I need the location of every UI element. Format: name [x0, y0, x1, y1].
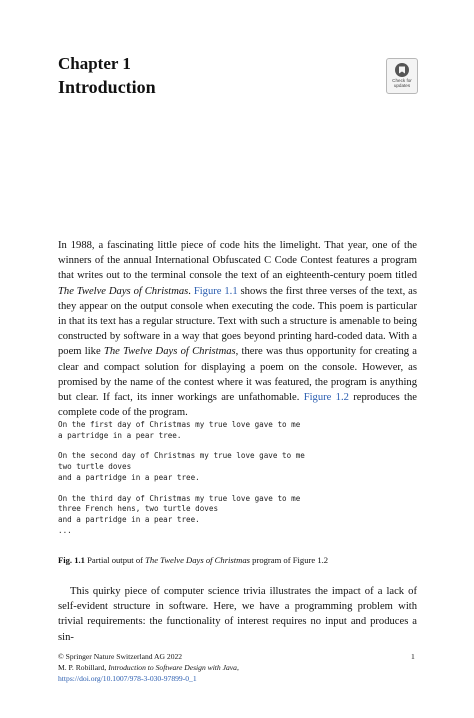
body-paragraph-1: In 1988, a fascinating little piece of code hits the limelight. That year, one of the winners of the annual International Obfuscated C Code Contest features a program that writes out to the terminal console the text of an eighteenth-century poem titled The Twelve Days of Christmas. Figure 1.1 shows the first three verses of the text, as they appear on the output console when executing the code. This poem is particular in that its text has a regular structure. Text with such a structure is amenable to being constructed by software in a way that goes beyond printing hard-coded data. With a poem like The Twelve Days of Christmas, there was thus opportunity for creating a clear and compact solution for displaying a poem on the console. However, as promised by the name of the contest where it was featured, the program is anything but clear. If fact, its inner workings are unfathomable. Figure 1.2 reproduces the complete code of the program. — [58, 240, 417, 419]
poem-title: The Twelve Days of Christmas — [103, 346, 236, 358]
verse-1 — [58, 420, 438, 441]
code-line: On the second day of Christmas my true love gave to me — [58, 451, 305, 461]
copyright-line: © Springer Nature Switzerland AG 2022 — [58, 652, 183, 661]
check-for-updates-badge[interactable] — [386, 58, 418, 94]
code-line: three French hens, two turtle doves — [58, 504, 219, 514]
badge-text-line1: Check for — [392, 78, 412, 83]
code-line: and a partridge in a pear tree. — [58, 514, 200, 524]
doi-link[interactable]: https://doi.org/10.1007/978-3-030-97899-0_1 — [58, 673, 197, 683]
page-number: 1 — [411, 652, 415, 661]
chapter-label: Chapter 1 — [58, 54, 131, 73]
code-line: and a partridge in a pear tree. — [58, 472, 200, 482]
verse-3 — [58, 494, 438, 537]
code-line: two turtle doves — [58, 462, 132, 472]
figure-1-2-link[interactable]: Figure 1.2 — [303, 392, 349, 404]
code-line: On the third day of Christmas my true love gave to me — [58, 493, 301, 503]
chapter-title: Introduction — [58, 77, 156, 97]
crossmark-icon — [394, 62, 410, 78]
citation-line: M. P. Robillard, Introduction to Software Design with Java, — [58, 662, 239, 672]
code-line: On the first day of Christmas my true love gave to me — [58, 420, 301, 429]
figure-caption: Fig. 1.1 Partial output of The Twelve Days of Christmas program of Figure 1.2 — [58, 555, 329, 565]
badge-text-line2: updates — [393, 83, 411, 88]
code-output — [58, 420, 438, 546]
code-line: ... — [58, 525, 72, 535]
poem-title: The Twelve Days of Christmas — [58, 285, 189, 297]
figure-1-1-link[interactable]: Figure 1.1 — [193, 285, 238, 297]
verse-2 — [58, 451, 438, 483]
code-line: a partridge in a pear tree. — [58, 430, 182, 440]
copyright-footer — [58, 652, 418, 684]
figure-label: Fig. 1.1 — [58, 555, 85, 565]
body-paragraph-2: This quirky piece of computer science trivia illustrates the impact of a lack of self-evident structure in software. Here, we have a programming problem with trivial requirements: the functionality of interest requires no input and produces a sin- — [58, 586, 417, 643]
